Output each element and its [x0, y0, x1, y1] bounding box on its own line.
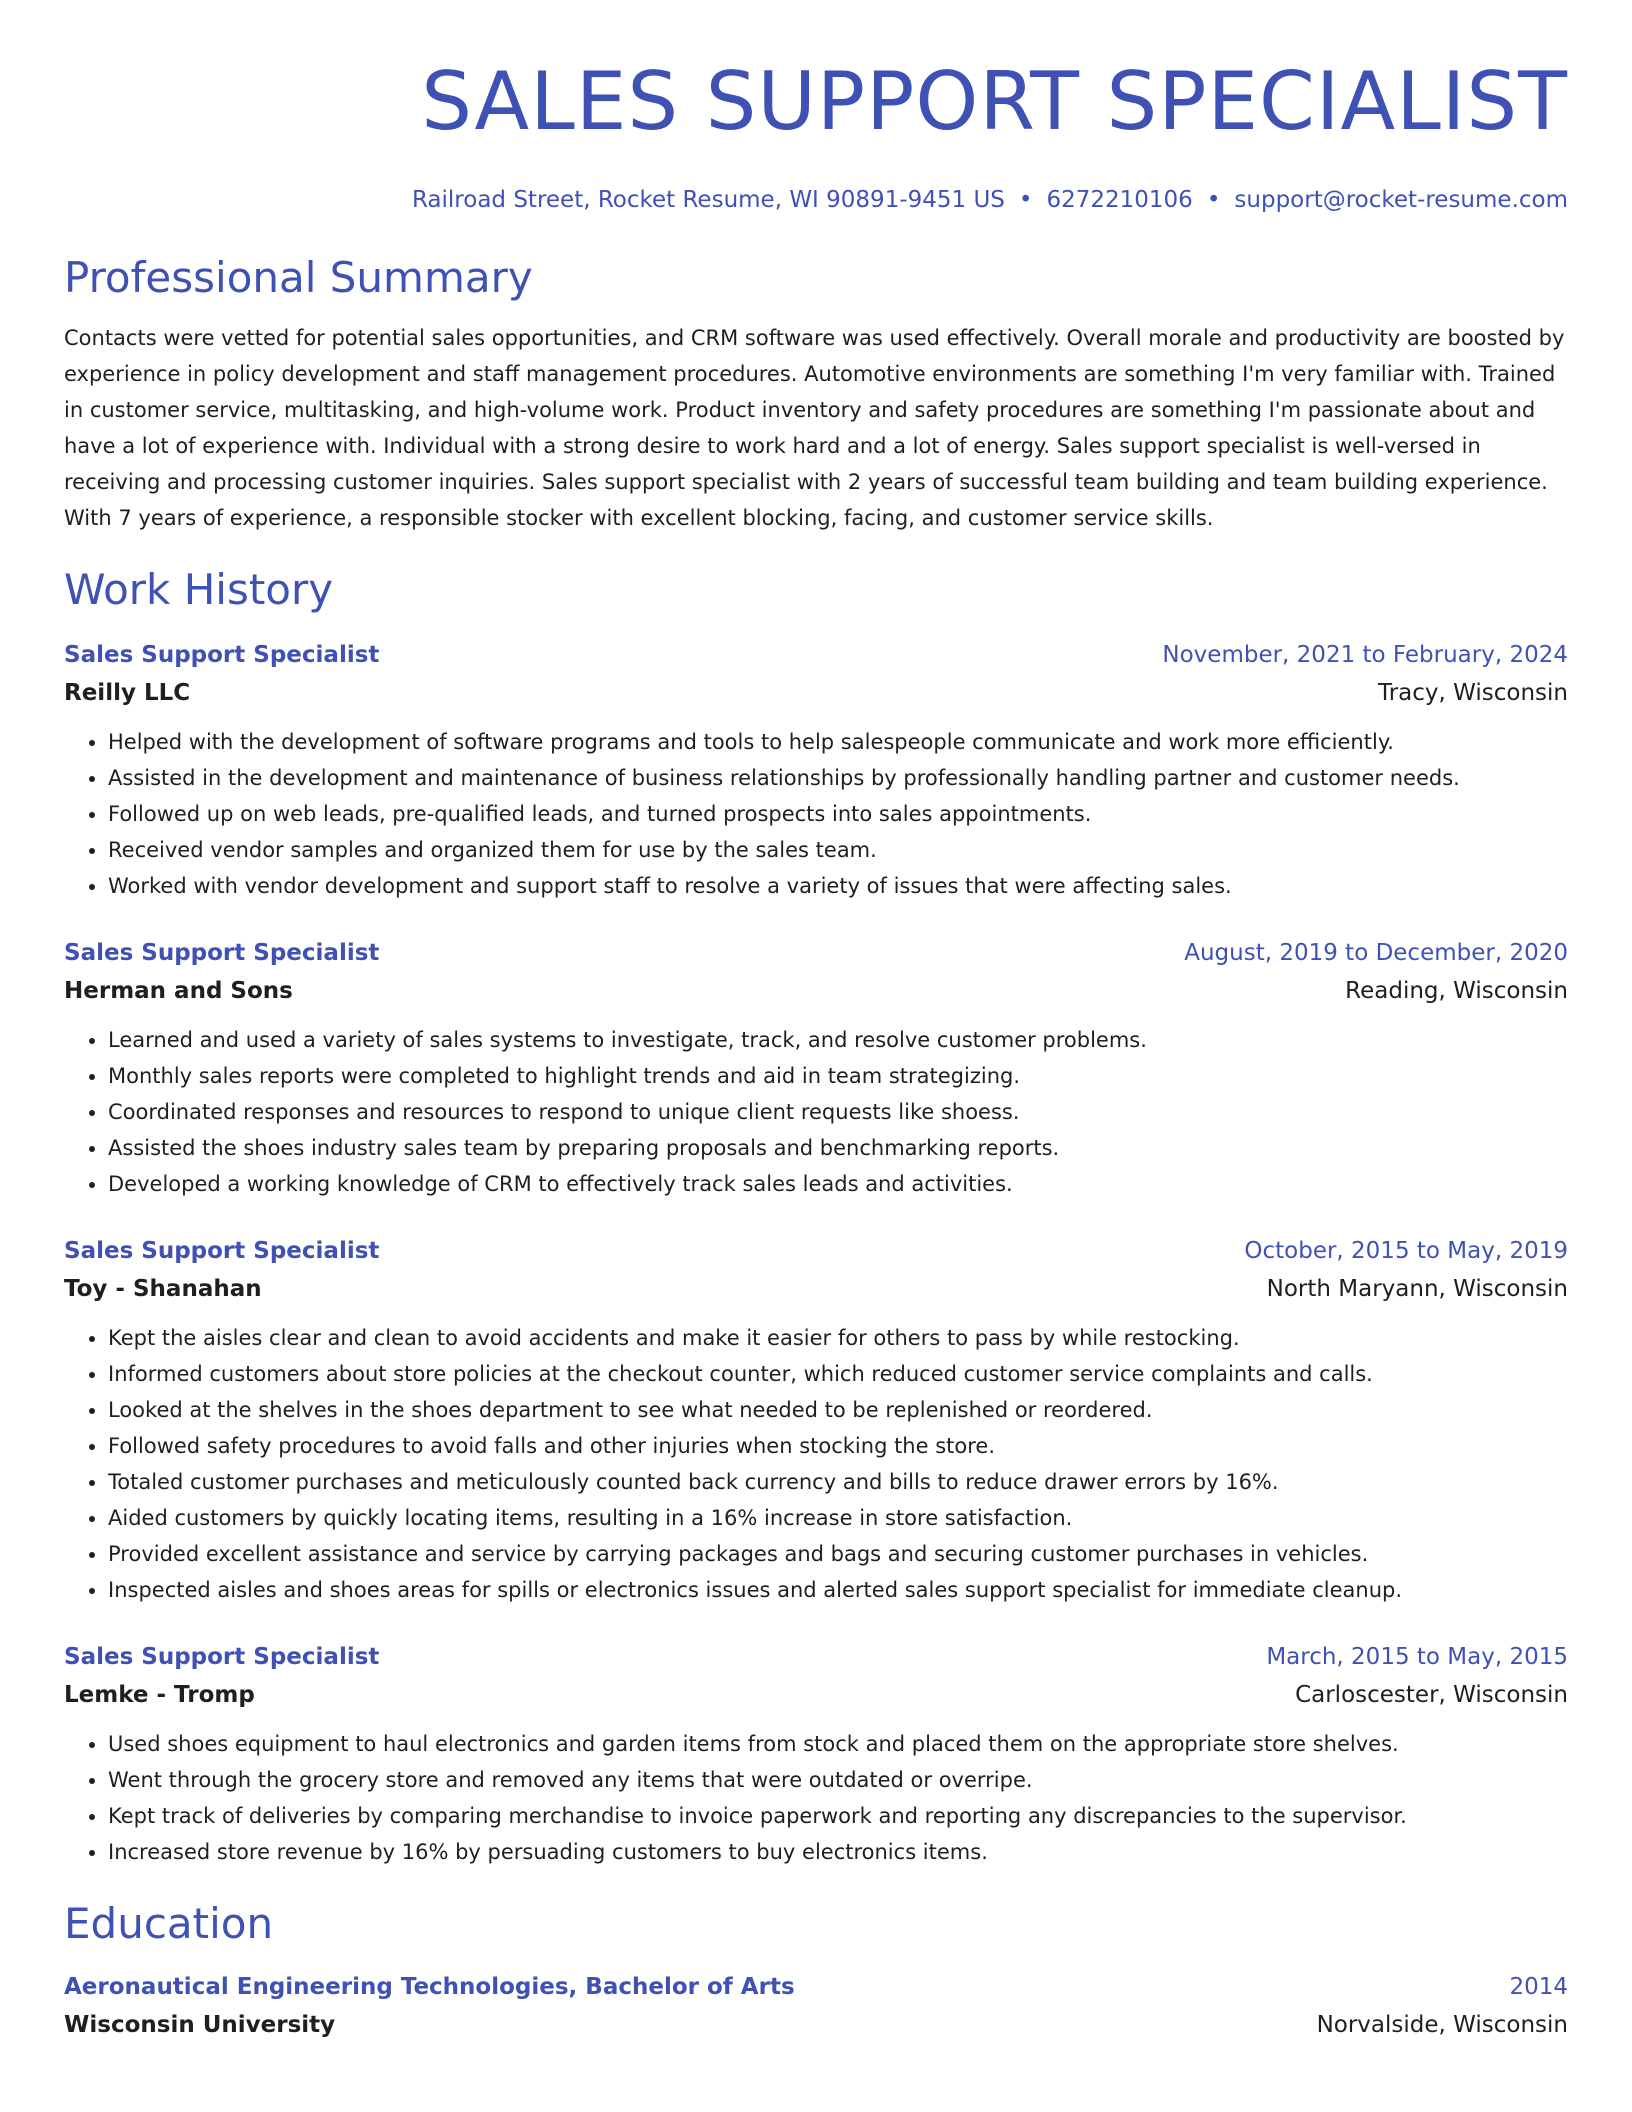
- education-school: Wisconsin University: [64, 2012, 336, 2038]
- contact-separator: •: [1206, 187, 1221, 213]
- education-location: Norvalside, Wisconsin: [1316, 2012, 1568, 2038]
- contact-email[interactable]: support@rocket-resume.com: [1234, 187, 1568, 213]
- job-company-row: [64, 674, 1568, 712]
- resume-name: SALES SUPPORT SPECIALIST: [421, 55, 1568, 148]
- contact-line: [64, 184, 1568, 216]
- job-bullet: • Followed up on web leads, pre-qualified leads, and turned prospects into sales appointments.: [108, 796, 1568, 832]
- job-bullet: • Helped with the development of software programs and tools to help salespeople communicate and work more efficiently.: [108, 724, 1568, 760]
- job-entry: [64, 934, 1568, 1202]
- summary-text: Contacts were vetted for potential sales opportunities, and CRM software was used effectively. Overall morale and productivity are boosted by experience in policy development and staff management procedures. Automotive environments are something I'm very familiar with. Trained in customer service, multitasking, and high-volume work. Product inventory and safety procedures are something I'm passionate about and have a lot of experience with. Individual with a strong desire to work hard and a lot of energy. Sales support specialist is well-versed in receiving and processing customer inquiries. Sales support specialist with 2 years of successful team building and team building experience. With 7 years of experience, a responsible stocker with excellent blocking, facing, and customer service skills.: [64, 326, 1565, 530]
- job-dates: October, 2015 to May, 2019: [1244, 1238, 1568, 1264]
- job-location: Reading, Wisconsin: [1345, 978, 1568, 1004]
- job-bullet: • Kept the aisles clear and clean to avoid accidents and make it easier for others to pass by while restocking.: [108, 1320, 1568, 1356]
- job-dates: November, 2021 to February, 2024: [1162, 642, 1568, 668]
- summary-heading: Professional Summary: [64, 253, 533, 302]
- job-title: Sales Support Specialist: [64, 1238, 380, 1264]
- job-bullets: [64, 724, 1568, 904]
- job-bullet: • Increased store revenue by 16% by persuading customers to buy electronics items.: [108, 1834, 1568, 1870]
- education-heading: Education: [64, 1899, 274, 1948]
- job-bullet: • Looked at the shelves in the shoes department to see what needed to be replenished or reordered.: [108, 1392, 1568, 1428]
- job-bullet: • Assisted the shoes industry sales team by preparing proposals and benchmarking reports.: [108, 1130, 1568, 1166]
- job-title: Sales Support Specialist: [64, 642, 380, 668]
- job-location: North Maryann, Wisconsin: [1266, 1276, 1568, 1302]
- job-bullet: • Followed safety procedures to avoid falls and other injuries when stocking the store.: [108, 1428, 1568, 1464]
- job-entry: [64, 636, 1568, 904]
- job-company-row: [64, 972, 1568, 1010]
- contact-separator: •: [1018, 187, 1033, 213]
- job-header-row: [64, 1638, 1568, 1676]
- job-bullet: • Totaled customer purchases and meticulously counted back currency and bills to reduce drawer errors by 16%.: [108, 1464, 1568, 1500]
- job-company-row: [64, 1676, 1568, 1714]
- job-dates: March, 2015 to May, 2015: [1266, 1644, 1568, 1670]
- work-history-heading: Work History: [64, 565, 334, 614]
- job-company: Lemke - Tromp: [64, 1682, 255, 1708]
- job-bullet: • Went through the grocery store and removed any items that were outdated or overripe.: [108, 1762, 1568, 1798]
- education-school-row: [64, 2006, 1568, 2044]
- job-title: Sales Support Specialist: [64, 1644, 380, 1670]
- job-company: Reilly LLC: [64, 680, 191, 706]
- job-header-row: [64, 1232, 1568, 1270]
- job-company: Toy - Shanahan: [64, 1276, 262, 1302]
- education-entry: [64, 1968, 1568, 2044]
- job-bullet: • Aided customers by quickly locating items, resulting in a 16% increase in store satisfaction.: [108, 1500, 1568, 1536]
- job-bullet: • Used shoes equipment to haul electronics and garden items from stock and placed them on the appropriate store shelves.: [108, 1726, 1568, 1762]
- job-entry: [64, 1232, 1568, 1608]
- job-bullet: • Informed customers about store policies at the checkout counter, which reduced customer service complaints and calls.: [108, 1356, 1568, 1392]
- job-bullets: [64, 1320, 1568, 1608]
- job-bullet: • Coordinated responses and resources to respond to unique client requests like shoess.: [108, 1094, 1568, 1130]
- job-bullet: • Learned and used a variety of sales systems to investigate, track, and resolve customer problems.: [108, 1022, 1568, 1058]
- job-dates: August, 2019 to December, 2020: [1184, 940, 1568, 966]
- job-header-row: [64, 934, 1568, 972]
- job-header-row: [64, 636, 1568, 674]
- job-title: Sales Support Specialist: [64, 940, 380, 966]
- job-bullet: • Developed a working knowledge of CRM to effectively track sales leads and activities.: [108, 1166, 1568, 1202]
- job-bullets: [64, 1726, 1568, 1870]
- job-bullet: • Monthly sales reports were completed to highlight trends and aid in team strategizing.: [108, 1058, 1568, 1094]
- job-bullets: [64, 1022, 1568, 1202]
- job-company: Herman and Sons: [64, 978, 293, 1004]
- education-degree: Aeronautical Engineering Technologies, Bachelor of Arts: [64, 1974, 795, 2000]
- job-bullet: • Assisted in the development and maintenance of business relationships by professionally handling partner and customer needs.: [108, 760, 1568, 796]
- contact-phone: 6272210106: [1046, 187, 1193, 213]
- job-bullet: • Received vendor samples and organized them for use by the sales team.: [108, 832, 1568, 868]
- education-year: 2014: [1509, 1974, 1568, 2000]
- job-company-row: [64, 1270, 1568, 1308]
- job-bullet: • Provided excellent assistance and service by carrying packages and bags and securing customer purchases in vehicles.: [108, 1536, 1568, 1572]
- job-entry: [64, 1638, 1568, 1870]
- job-bullet: • Inspected aisles and shoes areas for spills or electronics issues and alerted sales support specialist for immediate cleanup.: [108, 1572, 1568, 1608]
- job-bullet: • Kept track of deliveries by comparing merchandise to invoice paperwork and reporting any discrepancies to the supervisor.: [108, 1798, 1568, 1834]
- job-location: Carloscester, Wisconsin: [1295, 1682, 1568, 1708]
- job-bullet: • Worked with vendor development and support staff to resolve a variety of issues that were affecting sales.: [108, 868, 1568, 904]
- job-location: Tracy, Wisconsin: [1378, 680, 1568, 706]
- contact-address: Railroad Street, Rocket Resume, WI 90891-9451 US: [411, 187, 1005, 213]
- education-header-row: [64, 1968, 1568, 2006]
